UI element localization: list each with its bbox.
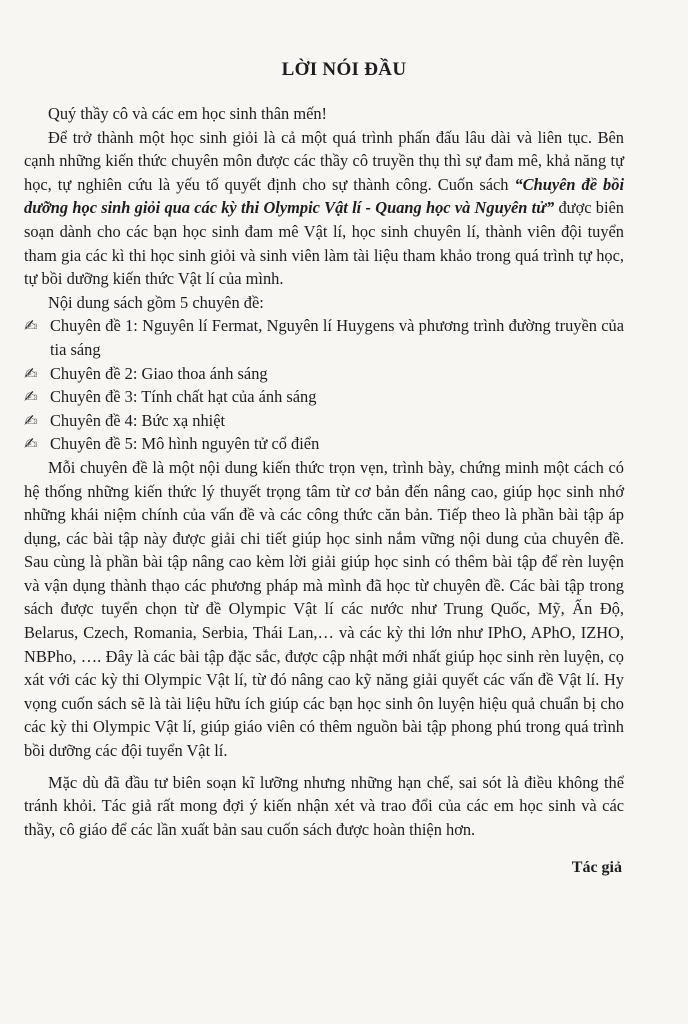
document-body	[24, 102, 624, 841]
pen-icon: ✍	[24, 316, 38, 336]
topic-text: Chuyên đề 1: Nguyên lí Fermat, Nguyên lí Huygens và phương trình đường truyền của tia sáng	[50, 316, 624, 359]
list-item	[24, 432, 624, 456]
intro-paragraph	[24, 126, 624, 291]
pen-icon: ✍	[24, 363, 38, 383]
greeting: Quý thầy cô và các em học sinh thân mến!	[48, 104, 328, 123]
list-item	[24, 362, 624, 386]
description-paragraph: Mỗi chuyên đề là một nội dung kiến thức trọn vẹn, trình bày, chứng minh một cách có hệ thống những kiến thức lý thuyết trọng tâm từ cơ bản đến nâng cao, giúp học sinh nhớ những khái niệm chính của vấn đề và các công thức căn bản. Tiếp theo là phần bài tập áp dụng, các bài tập này được giải chi tiết giúp học sinh nắm vững nội dung của chuyên đề. Sau cùng là phần bài tập nâng cao kèm lời giải giúp học sinh có thêm bài tập để rèn luyện và vận dụng thành thạo các phương pháp mà mình đã học từ chuyên đề. Các bài tập trong sách được tuyển chọn từ đề Olympic Vật lí các nước như Trung Quốc, Mỹ, Ấn Độ, Belarus, Czech, Romania, Serbia, Thái Lan,… và các kỳ thi lớn như IPhO, APhO, IZHO, NBPho, …. Đây là các bài tập đặc sắc, được cập nhật mới nhất giúp học sinh rèn luyện, cọ xát với các kỳ thi Olympic Vật lí, từ đó nâng cao kỹ năng giải quyết các vấn đề Vật lí. Hy vọng cuốn sách sẽ là tài liệu hữu ích giúp các bạn học sinh ôn luyện hiệu quả chuẩn bị cho các kỳ thi Olympic Vật lí, giúp giáo viên có thêm nguồn bài tập phong phú trong quá trình bồi dưỡng các đội tuyển Vật lí.	[24, 457, 624, 761]
author-signature: Tác giả	[571, 859, 622, 876]
pen-icon: ✍	[24, 434, 38, 454]
book-title: “Chuyên đề bồi dưỡng học sinh giỏi qua các kỳ thi Olympic Vật lí - Quang học và Nguyên tử”	[24, 174, 624, 218]
page-title: LỜI NÓI ĐẦU	[281, 59, 407, 80]
contents-intro: Nội dung sách gồm 5 chuyên đề:	[48, 292, 264, 312]
topic-list	[24, 314, 624, 456]
intro-text-1: Để trở thành một học sinh giỏi là cả một quá trình phấn đấu lâu dài và liên tục. Bên cạnh những kiến thức chuyên môn được các thầy cô truyền thụ thì sự đam mê, khả năng tự học, tự nghiên cứu là yếu tố quyết định cho sự thành công. Cuốn sách	[24, 127, 624, 194]
topic-text: Chuyên đề 4: Bức xạ nhiệt	[50, 410, 226, 430]
topic-text: Chuyên đề 3: Tính chất hạt của ánh sáng	[50, 387, 317, 407]
closing-paragraph: Mặc dù đã đầu tư biên soạn kĩ lưỡng nhưng những hạn chế, sai sót là điều không thể tránh khỏi. Tác giả rất mong đợi ý kiến nhận xét và trao đổi của các em học sinh và các thầy, cô giáo để các lần xuất bản sau cuốn sách được hoàn thiện hơn.	[24, 772, 624, 839]
list-item	[24, 385, 624, 409]
pen-icon: ✍	[24, 410, 38, 430]
list-item	[24, 409, 624, 433]
pen-icon: ✍	[24, 387, 38, 407]
intro-text-2: được biên soạn dành cho các bạn học sinh đam mê Vật lí, học sinh chuyên lí, thành viên đội tuyển tham gia các kì thi học sinh giỏi và sinh viên làm tài liệu tham khảo trong quá trình tự học, tự bồi dưỡng kiến thức Vật lí của mình.	[24, 198, 624, 289]
topic-text: Chuyên đề 5: Mô hình nguyên tử cổ điển	[50, 434, 320, 454]
topic-text: Chuyên đề 2: Giao thoa ánh sáng	[50, 363, 268, 383]
list-item	[24, 314, 624, 361]
